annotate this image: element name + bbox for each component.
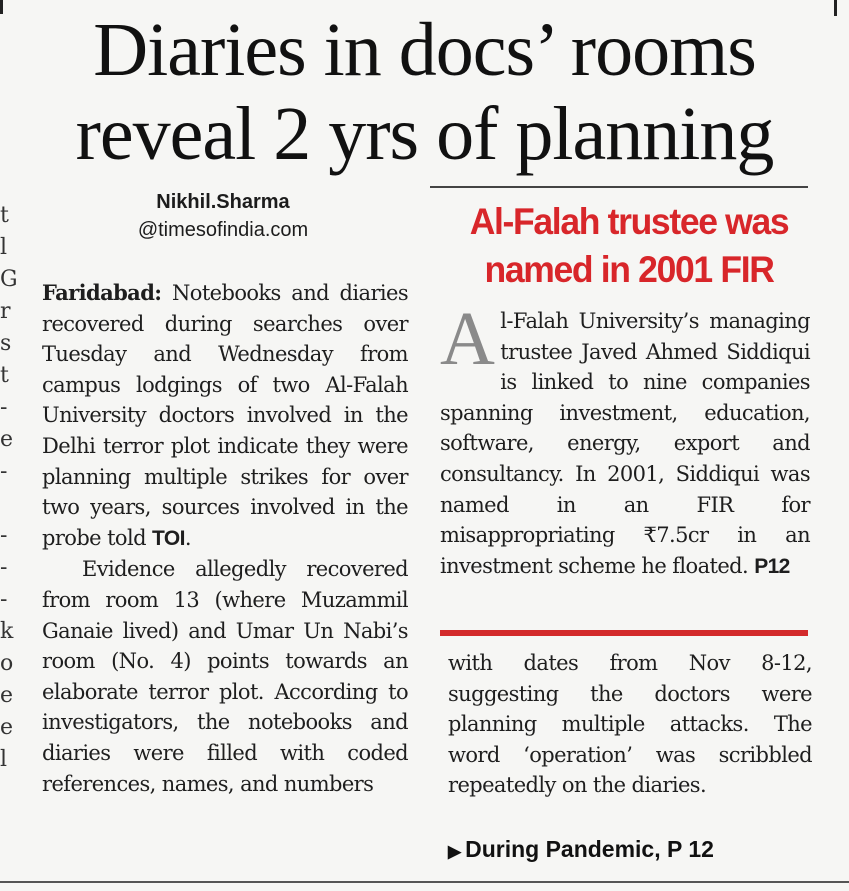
edge-letter: G [0,267,18,292]
headline-line-2: reveal 2 yrs of planning [75,92,774,176]
headline-line-1: Diaries in docs’ rooms [93,8,756,92]
byline-name: Nikhil.Sharma [156,191,290,213]
byline [108,188,338,244]
continuation-paragraph: with dates from Nov 8-12, suggesting the doctors were planning multiple attacks. The word ‘operation’ was scribbled repeatedly on the diaries. [448,651,812,798]
edge-letter: t [0,203,9,228]
edge-letter: - [0,587,8,612]
edge-letter: t [0,363,9,388]
drop-cap: A [440,297,495,381]
jump-line[interactable] [448,834,714,867]
paragraph-2-text: Evidence allegedly recovered from room 13 (where Muzammil Ganaie lived) and Umar Un Nabi’s room (No. 4) points towards an elaborate terror plot. According to investigators, the notebooks and diaries were filled with coded references, names, and numbers [42,557,408,796]
play-arrow-icon: ▶ [448,842,462,861]
edge-letter: r [0,299,11,324]
main-story-paragraph-2 [42,554,408,799]
sidebar-page-ref: P12 [754,554,790,578]
edge-letter: e [0,715,14,740]
sidebar-text: l-Falah University’s managing trustee Javed Ahmed Siddiqui is linked to nine companies spanning investment, education, software, energy, export and consultancy. In 2001, Siddiqui was named in an FIR for misappropriating ₹7.5cr in an investment scheme he floated. [440,309,810,578]
main-story-paragraph-1 [42,278,408,554]
edge-letter: o [0,651,14,676]
byline-handle: @timesofindia.com [137,219,309,241]
page-headline [0,8,849,176]
edge-letter: s [0,331,12,356]
edge-letter: e [0,683,14,708]
edge-letter: - [0,555,8,580]
adjacent-column-edge [0,200,18,776]
sidebar-paragraph [440,297,810,582]
dateline: Faridabad: [42,280,162,305]
paragraph-1-text: Notebooks and diaries recovered during searches over Tuesday and Wednesday from campus lodgings of two Al-Falah University doctors involved in the Delhi terror plot indicate they were planning multiple strikes for over two years, sources involved in the probe told [42,281,408,550]
edge-letter [0,488,14,520]
bottom-rule [0,881,849,883]
edge-letter: e [0,427,14,452]
edge-letter: - [0,459,8,484]
paragraph-1-end-punct: . [184,525,191,550]
jump-label: During Pandemic, P 12 [465,836,714,862]
edge-letter: - [0,523,8,548]
sidebar-divider [440,630,808,636]
headline-rule [430,186,808,188]
edge-letter: l [0,747,8,772]
edge-letter: l [0,235,8,260]
edge-letter: k [0,619,14,644]
sidebar-story [440,297,810,582]
edge-letter: - [0,395,8,420]
story-continuation [448,648,812,801]
sidebar-headline: Al-Falah trustee was named in 2001 FIR [469,201,789,290]
main-story-column [42,278,408,799]
toi-mention: TOI [152,526,185,550]
